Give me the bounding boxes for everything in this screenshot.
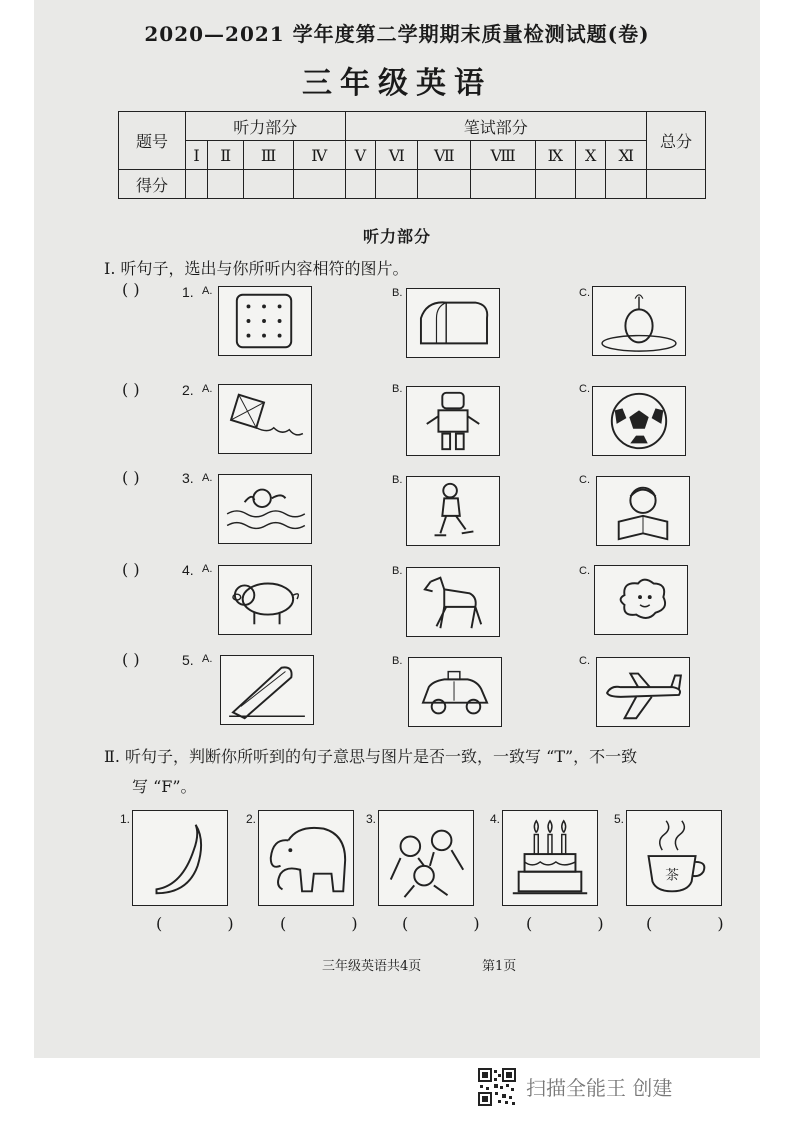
q2-instruction-line2: 写 “F”。 [132,777,197,796]
score-cell[interactable] [535,170,575,199]
numeral-cell: Ⅱ [208,141,244,170]
train-picture [220,655,314,725]
reading-boy-picture [596,476,690,546]
listening-group-label: 听力部分 [186,112,346,141]
biscuit-picture [218,286,312,356]
answer-blank[interactable]: ( ) [402,914,510,933]
score-cell[interactable] [418,170,471,199]
score-cell[interactable] [606,170,647,199]
q1-instruction: Ⅰ. 听句子，选出与你所听内容相符的图片。 [104,259,409,278]
footer-total-pages: 三年级英语共4页 [322,959,422,974]
numeral-cell: Ⅵ [376,141,418,170]
skating-girl-picture [406,476,500,546]
numeral-cell: Ⅳ [293,141,345,170]
section-heading: 听力部分 [362,227,431,246]
exam-title: 2020—2021 学年度第二学期期末质量检测试题(卷) [144,22,650,46]
question-number: 5. [182,652,194,668]
answer-blank[interactable]: ( ) [122,650,140,669]
numeral-cell: Ⅺ [606,141,647,170]
question-number: 3. [182,470,194,486]
answer-blank[interactable]: ( ) [122,280,140,299]
score-cell[interactable] [293,170,345,199]
score-cell[interactable] [244,170,294,199]
option-c-label: C. [579,287,590,299]
score-cell[interactable] [376,170,418,199]
option-c-label: C. [579,383,590,395]
tea-cup-label: 茶 [665,867,679,884]
score-cell[interactable] [345,170,376,199]
score-cell[interactable] [186,170,208,199]
question-number: 1. [182,284,194,300]
question-number: 2. [182,382,194,398]
question-number: 4. [182,562,194,578]
option-c-label: C. [579,565,590,577]
option-b-label: B. [392,383,403,395]
option-a-label: A. [202,563,213,575]
answer-blank[interactable]: ( ) [122,468,140,487]
qr-code-icon [478,1068,516,1106]
answer-blank[interactable]: ( ) [646,914,754,933]
egg-picture [592,286,686,356]
q2-number: 4. [490,812,501,826]
horse-picture [406,567,500,637]
score-table [118,111,706,199]
option-a-label: A. [202,653,213,665]
car-picture [408,657,502,727]
option-c-label: C. [579,474,590,486]
total-score-cell[interactable] [647,170,706,199]
swimming-boy-picture [218,474,312,544]
question-number-label: 题号 [119,112,186,170]
option-a-label: A. [202,472,213,484]
footer-page-number: 第1页 [482,959,517,974]
option-b-label: B. [392,287,403,299]
total-label: 总分 [647,112,706,170]
numeral-cell: Ⅶ [418,141,471,170]
answer-blank[interactable]: ( ) [122,560,140,579]
monkeys-picture [378,810,474,906]
q2-number: 3. [366,812,377,826]
plane-picture [596,657,690,727]
answer-blank[interactable]: ( ) [122,380,140,399]
answer-blank[interactable]: ( ) [280,914,388,933]
numeral-cell: Ⅸ [535,141,575,170]
watermark-brand: 扫描全能王 创建 [526,1076,673,1100]
banana-picture [132,810,228,906]
q2-number: 2. [246,812,257,826]
q2-instruction-line1: Ⅱ. 听句子，判断你所听到的句子意思与图片是否一致，一致写 “T”，不一致 [104,747,638,766]
numeral-cell: Ⅲ [244,141,294,170]
option-b-label: B. [392,474,403,486]
option-c-label: C. [579,655,590,667]
score-cell[interactable] [576,170,606,199]
numeral-cell: Ⅹ [576,141,606,170]
numeral-cell: Ⅷ [471,141,535,170]
pig-picture [218,565,312,635]
exam-subtitle: 三年级英语 [302,66,492,101]
numeral-cell: Ⅰ [186,141,208,170]
numeral-cell: Ⅴ [345,141,376,170]
option-a-label: A. [202,383,213,395]
tea-picture [626,810,722,906]
option-b-label: B. [392,565,403,577]
q2-number: 5. [614,812,625,826]
ball-picture [592,386,686,456]
q2-number: 1. [120,812,131,826]
option-b-label: B. [392,655,403,667]
robot-picture [406,386,500,456]
sheep-picture [594,565,688,635]
bread-picture [406,288,500,358]
elephant-picture [258,810,354,906]
score-cell[interactable] [471,170,535,199]
answer-blank[interactable]: ( ) [526,914,634,933]
answer-blank[interactable]: ( ) [156,914,264,933]
score-label: 得分 [119,170,186,199]
kite-picture [218,384,312,454]
cake-picture [502,810,598,906]
q2-instruction [104,742,637,802]
writing-group-label: 笔试部分 [345,112,647,141]
option-a-label: A. [202,285,213,297]
score-cell[interactable] [208,170,244,199]
